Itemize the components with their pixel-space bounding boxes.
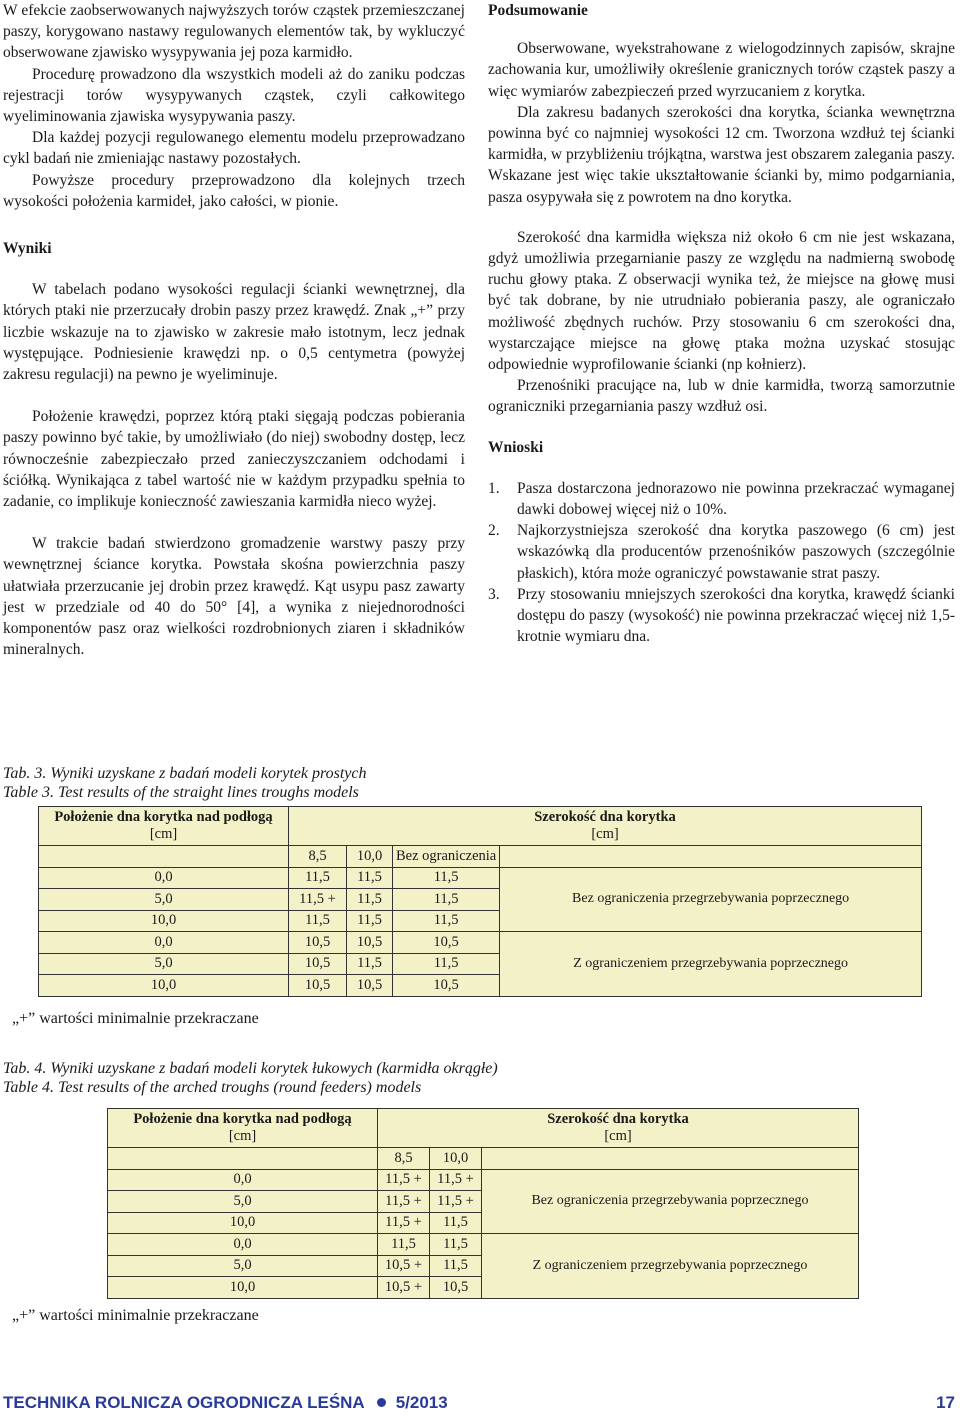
- table-cell: 10,5 +: [378, 1255, 430, 1277]
- table-header-row: [108, 1109, 859, 1148]
- paragraph: Dla zakresu badanych szerokości dna korytka, ścianka wewnętrzna powinna być co najmniej wysokości 12 cm. Tworzona wzdłuż tej ścianki karmidła, w przybliżeniu trójkątna, warstwa jest obszarem zalegania paszy. Wskazane jest więc takie ukształtowanie ścianki by, mimo podgarniania, pasza osypywała się z powrotem na dno korytka.: [488, 103, 955, 206]
- table4-caption-pl: Tab. 4. Wyniki uzyskane z badań modeli korytek łukowych (karmidła okrągłe): [3, 1060, 498, 1077]
- table3-caption-en: Table 3. Test results of the straight lines troughs models: [3, 784, 359, 801]
- table-cell: 0,0: [108, 1169, 378, 1191]
- list-text: Przy stosowaniu mniejszych szerokości dna korytka, krawędź ścianki dostępu do paszy (wysokość) nie powinna przekraczać więcej niż 1,5-krotnie wymiaru dna.: [517, 585, 955, 646]
- table-cell: 10,5: [393, 932, 500, 954]
- right-column: [488, 0, 955, 647]
- paragraph: Powyższe procedury przeprowadzono dla kolejnych trzech wysokości położenia karmideł, jako całości, w pionie.: [3, 171, 465, 210]
- paragraph: Procedurę prowadzono dla wszystkich modeli aż do zaniku podczas rejestracji torów wysypywanych cząstek, czyli całkowitego wyeliminowania zjawiska wysypywania paszy.: [3, 65, 465, 126]
- table-cell: 11,5: [378, 1234, 430, 1256]
- page-number: 17: [936, 1393, 955, 1412]
- list-number: 3.: [488, 585, 500, 603]
- table3-caption-pl: Tab. 3. Wyniki uzyskane z badań modeli korytek prostych: [3, 765, 367, 782]
- table-header-text: Położenie dna korytka nad podłogą: [133, 1111, 352, 1127]
- table-header-unit: [cm]: [228, 1128, 257, 1144]
- table-cell: 11,5 +: [289, 889, 347, 911]
- table-cell: [39, 846, 289, 868]
- table-cell: 5,0: [108, 1191, 378, 1213]
- table4-note: „+” wartości minimalnie przekraczane: [12, 1307, 259, 1324]
- table-cell: 8,5: [289, 846, 347, 868]
- table-cell: 10,0: [39, 910, 289, 932]
- table-cell: 11,5: [393, 889, 500, 911]
- table-cell: 11,5 +: [430, 1169, 482, 1191]
- journal-title: TECHNIKA ROLNICZA OGRODNICZA LEŚNA: [3, 1393, 365, 1412]
- table3: [38, 806, 922, 997]
- table-row: [108, 1148, 859, 1170]
- table-header-text: Położenie dna korytka nad podłogą: [54, 809, 273, 825]
- table-cell: 10,5: [347, 932, 393, 954]
- table4: [107, 1108, 859, 1299]
- page-footer: [3, 1393, 955, 1419]
- table-cell: 10,5: [430, 1277, 482, 1299]
- table-cell: 0,0: [108, 1234, 378, 1256]
- table-cell: 11,5 +: [378, 1191, 430, 1213]
- section-heading-wyniki: Wyniki: [3, 240, 52, 258]
- section-heading-podsumowanie: Podsumowanie: [488, 2, 588, 19]
- table-header-unit: [cm]: [149, 826, 178, 842]
- table-row: [39, 932, 922, 954]
- table-cell: 10,0: [39, 975, 289, 997]
- table3-note: „+” wartości minimalnie przekraczane: [12, 1010, 259, 1027]
- table-cell: 11,5 +: [430, 1191, 482, 1213]
- table-cell: 10,5: [289, 975, 347, 997]
- table-row: [39, 867, 922, 889]
- paragraph: Obserwowane, wyekstrahowane z wielogodzinnych zapisów, skrajne zachowania kur, umożliwiły określenie granicznych torów cząstek paszy a więc wymiarów zabezpieczeń przed wyrzucaniem z korytka.: [488, 40, 955, 100]
- table-cell: 11,5: [347, 889, 393, 911]
- table-cell: 10,5 +: [378, 1277, 430, 1299]
- table-header-row: [39, 807, 922, 846]
- table-cell: 10,5: [289, 953, 347, 975]
- table-header-text: Szerokość dna korytka: [534, 809, 676, 825]
- table-group-label: Bez ograniczenia przegrzebywania poprzecznego: [500, 867, 922, 932]
- table-cell: 11,5: [347, 910, 393, 932]
- table-cell: [500, 846, 922, 868]
- paragraph: W tabelach podano wysokości regulacji ścianki wewnętrznej, dla których ptaki nie przerzucały drobin paszy przez krawędź. Znak „+” przy liczbie wskazuje na to zjawisko w zakresie mało istotnym, lecz jednak występujące. Podniesienie krawędzi np. o 0,5 centymetra (powyżej zakresu regulacji) na pewno je wyeliminuje.: [3, 281, 465, 384]
- table-header-unit: [cm]: [591, 826, 619, 842]
- table-group-label: Z ograniczeniem przegrzebywania poprzecznego: [500, 932, 922, 997]
- paragraph: Położenie krawędzi, poprzez którą ptaki sięgają podczas pobierania paszy powinno być takie, by umożliwiało (do niej) swobodny dostęp, lecz równocześnie zabezpieczało przed zanieczyszczaniem odchodami i ściółką. Wynikająca z tabel wartość nie w każdym przypadku spełnia to zadanie, co implikuje konieczność zawieszania karmidła nieco wyżej.: [3, 408, 465, 511]
- table-cell: 10,5: [393, 975, 500, 997]
- bullet-icon: [377, 1398, 386, 1407]
- paragraph: Dla każdej pozycji regulowanego elementu modelu przeprowadzano cykl badań nie zmieniając nastawy pozostałych.: [3, 129, 465, 168]
- list-number: 2.: [488, 522, 500, 540]
- table-cell: 11,5 +: [378, 1169, 430, 1191]
- list-item: [488, 584, 955, 648]
- table-header-cell: [378, 1109, 859, 1148]
- table-cell: 5,0: [39, 953, 289, 975]
- issue-number: 5/2013: [395, 1393, 448, 1412]
- table-header-cell: [108, 1109, 378, 1148]
- table-cell: 8,5: [378, 1148, 430, 1170]
- table-cell: 5,0: [108, 1255, 378, 1277]
- section-heading-wnioski: Wnioski: [488, 438, 544, 456]
- table-cell: 11,5: [393, 867, 500, 889]
- table4-caption-en: Table 4. Test results of the arched troughs (round feeders) models: [3, 1079, 422, 1096]
- table-cell: 0,0: [39, 932, 289, 954]
- list-item: [488, 478, 955, 520]
- table-cell: 11,5: [289, 910, 347, 932]
- table-cell: 11,5: [289, 867, 347, 889]
- conclusions-list: [488, 478, 955, 648]
- table4-caption: [3, 1059, 723, 1097]
- table-cell: 10,5: [347, 975, 393, 997]
- paragraph: Przenośniki pracujące na, lub w dnie karmidła, tworzą samorzutnie ograniczniki przegarniania paszy wzdłuż osi.: [488, 377, 955, 416]
- table-cell: 11,5: [430, 1255, 482, 1277]
- list-text: Pasza dostarczona jednorazowo nie powinna przekraczać wymaganej dawki dobowej więcej niż o 10%.: [517, 479, 955, 519]
- paragraph: W trakcie badań stwierdzono gromadzenie warstwy paszy przy wewnętrznej ściance korytka. Powstała skośna powierzchnia paszy ułatwiała przerzucanie jej drobin przez krawędź. Kąt usypu pasz zawarty jest w przedziale od 40 do 50° [4], a wynika z niejednorodności komponentów pasz oraz wielkości rozdrobnionych ziaren i składników mineralnych.: [3, 535, 465, 659]
- table-cell: [482, 1148, 859, 1170]
- table-cell: 5,0: [39, 889, 289, 911]
- table-cell: 11,5 +: [378, 1212, 430, 1234]
- table-cell: 11,5: [347, 953, 393, 975]
- table-group-label: Bez ograniczenia przegrzebywania poprzecznego: [482, 1169, 859, 1234]
- table-header-cell: [289, 807, 922, 846]
- table-cell: Bez ograniczenia: [393, 846, 500, 868]
- table-cell: 10,5: [289, 932, 347, 954]
- table-header-cell: [39, 807, 289, 846]
- table-row: [39, 846, 922, 868]
- table-cell: 11,5: [393, 910, 500, 932]
- paragraph: W efekcie zaobserwowanych najwyższych torów cząstek przemieszczanej paszy, korygowano nastawy regulowanych elementów tak, by wykluczyć obserwowane zjawisko wysypywania jej poza karmidło.: [3, 2, 465, 62]
- table-cell: 0,0: [39, 867, 289, 889]
- table-cell: 10,0: [108, 1212, 378, 1234]
- table-cell: [108, 1148, 378, 1170]
- table-cell: 11,5: [393, 953, 500, 975]
- table-cell: 10,0: [430, 1148, 482, 1170]
- list-item: [488, 520, 955, 584]
- table-cell: 10,0: [108, 1277, 378, 1299]
- list-number: 1.: [488, 479, 500, 497]
- table-cell: 11,5: [347, 867, 393, 889]
- table-cell: 10,0: [347, 846, 393, 868]
- table-group-label: Z ograniczeniem przegrzebywania poprzecznego: [482, 1234, 859, 1299]
- table-header-unit: [cm]: [604, 1128, 632, 1144]
- table-header-text: Szerokość dna korytka: [547, 1111, 689, 1127]
- table3-caption: [3, 764, 723, 802]
- table-cell: 11,5: [430, 1234, 482, 1256]
- left-column: [3, 0, 465, 660]
- table-row: [108, 1169, 859, 1191]
- table-row: [108, 1234, 859, 1256]
- table-cell: 11,5: [430, 1212, 482, 1234]
- paragraph: Szerokość dna karmidła większa niż około 6 cm nie jest wskazana, gdyż umożliwia przegarnianie paszy ze względu na nadmierną swobodę ruchu głowy ptaka. Z obserwacji wynika też, że miejsce na głowę musi być tak dobrane, by nie utrudniało pobierania paszy, ale ograniczało możliwość zbędnych ruchów. Przy stosowaniu 6 cm szerokości dna, wystarczające miejsce na głowę ptaka można uzyskać stosując odpowiednie wyprofilowanie ścianki (np kołnierz).: [488, 228, 955, 374]
- list-text: Najkorzystniejsza szerokość dna korytka paszowego (6 cm) jest wskazówką dla producentów przenośników paszowych (szczególnie płaskich), która może ograniczyć powstawanie strat paszy.: [517, 522, 955, 582]
